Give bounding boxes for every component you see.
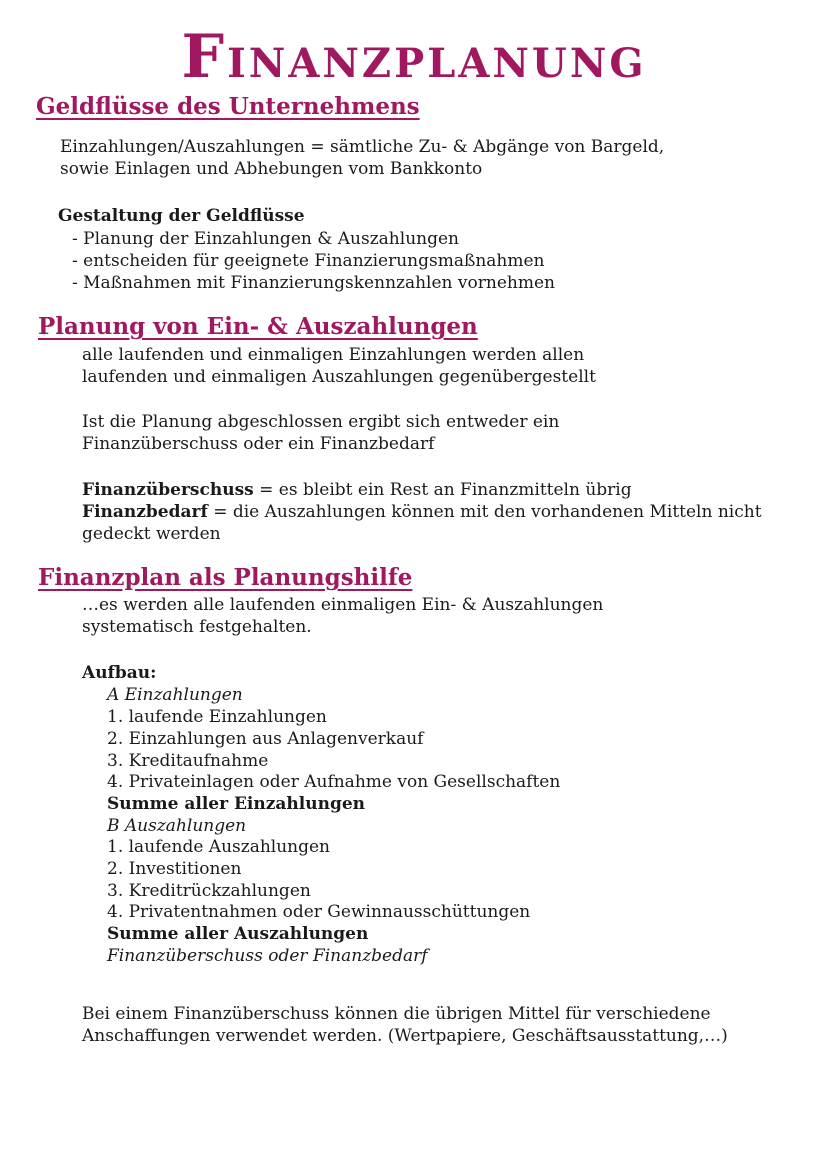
closing-line: Anschaffungen verwendet werden. (Wertpapiere, Geschäftsausstattung,…) <box>82 1026 728 1046</box>
list-item: - Maßnahmen mit Finanzierungskennzahlen vornehmen <box>72 273 555 293</box>
group-b-sum: Summe aller Auszahlungen <box>107 924 369 944</box>
definition-finanzbedarf <box>82 501 762 523</box>
section-heading-planung: Planung von Ein- & Auszahlungen <box>38 313 478 340</box>
definition-finanzueberschuss <box>82 479 632 501</box>
group-a-label: A Einzahlungen <box>107 685 243 705</box>
definition-line-1: Einzahlungen/Auszahlungen = sämtliche Zu- & Abgänge von Bargeld, <box>60 137 665 157</box>
group-b-label: B Auszahlungen <box>107 816 247 836</box>
list-item: 3. Kreditaufnahme <box>107 751 269 771</box>
aufbau-label: Aufbau: <box>82 663 157 683</box>
section-heading-geldfluesse: Geldflüsse des Unternehmens <box>36 93 420 120</box>
title-initial: F <box>181 22 228 92</box>
list-item: 3. Kreditrückzahlungen <box>107 881 311 901</box>
list-item: 1. laufende Einzahlungen <box>107 707 327 727</box>
list-item: 2. Investitionen <box>107 859 242 879</box>
result-line: Finanzüberschuss oder Finanzbedarf <box>107 946 428 966</box>
list-item: - Planung der Einzahlungen & Auszahlungen <box>72 229 459 249</box>
page-title <box>0 22 828 92</box>
paragraph-line: Ist die Planung abgeschlossen ergibt sich entweder ein <box>82 412 560 432</box>
list-item: 2. Einzahlungen aus Anlagenverkauf <box>107 729 424 749</box>
list-item: 4. Privateinlagen oder Aufnahme von Gesellschaften <box>107 772 561 792</box>
list-item: 1. laufende Auszahlungen <box>107 837 331 857</box>
paragraph-line: Finanzüberschuss oder ein Finanzbedarf <box>82 434 435 454</box>
section-heading-finanzplan: Finanzplan als Planungshilfe <box>38 564 413 591</box>
sub-heading-gestaltung: Gestaltung der Geldflüsse <box>58 206 305 226</box>
list-item: 4. Privatentnahmen oder Gewinnausschüttungen <box>107 902 531 922</box>
paragraph-line: …es werden alle laufenden einmaligen Ein- & Auszahlungen <box>82 595 604 615</box>
definition-continuation: gedeckt werden <box>82 524 221 544</box>
term-definition: = es bleibt ein Rest an Finanzmitteln übrig <box>253 480 632 500</box>
definition-line-2: sowie Einlagen und Abhebungen vom Bankkonto <box>60 159 483 179</box>
title-rest: INANZPLANUNG <box>227 40 647 87</box>
term-definition: = die Auszahlungen können mit den vorhandenen Mitteln nicht <box>207 502 762 522</box>
term-label: Finanzbedarf <box>82 502 208 522</box>
list-item: - entscheiden für geeignete Finanzierungsmaßnahmen <box>72 251 545 271</box>
closing-line: Bei einem Finanzüberschuss können die übrigen Mittel für verschiedene <box>82 1004 711 1024</box>
term-label: Finanzüberschuss <box>82 480 254 500</box>
paragraph-line: alle laufenden und einmaligen Einzahlungen werden allen <box>82 345 585 365</box>
paragraph-line: laufenden und einmaligen Auszahlungen gegenübergestellt <box>82 367 596 387</box>
group-a-sum: Summe aller Einzahlungen <box>107 794 366 814</box>
paragraph-line: systematisch festgehalten. <box>82 617 312 637</box>
